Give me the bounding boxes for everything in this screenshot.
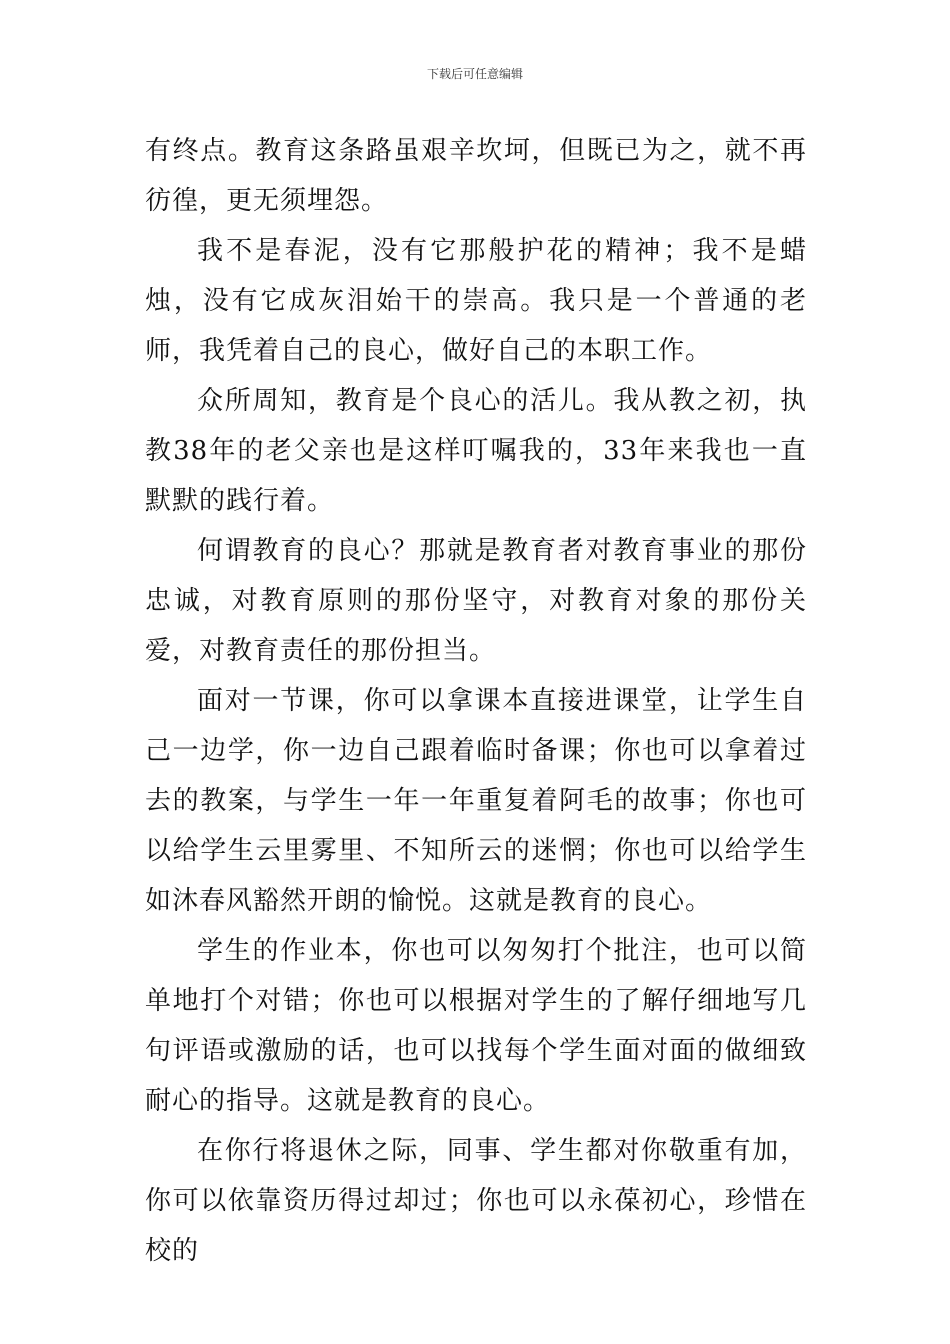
paragraph: 在你行将退休之际，同事、学生都对你敬重有加，你可以依靠资历得过却过；你也可以永葆初心，珍惜在校的: [145, 1136, 807, 1266]
paragraph: 我不是春泥，没有它那般护花的精神；我不是蜡烛，没有它成灰泪始干的崇高。我只是一个普通的老师，我凭着自己的良心，做好自己的本职工作。: [145, 236, 807, 366]
paragraph: 何谓教育的良心？那就是教育者对教育事业的那份忠诚，对教育原则的那份坚守，对教育对象的那份关爱，对教育责任的那份担当。: [145, 536, 807, 666]
paragraph: 众所周知，教育是个良心的活儿。我从教之初，执教38年的老父亲也是这样叮嘱我的，33年来我也一直默默的践行着。: [145, 386, 807, 516]
paragraph-continuation: 有终点。教育这条路虽艰辛坎坷，但既已为之，就不再彷徨，更无须埋怨。: [145, 136, 807, 216]
page-header: 下载后可任意编辑: [426, 67, 523, 81]
document-body: [145, 126, 807, 1276]
paragraph: 学生的作业本，你也可以匆匆打个批注，也可以简单地打个对错；你也可以根据对学生的了解仔细地写几句评语或激励的话，也可以找每个学生面对面的做细致耐心的指导。这就是教育的良心。: [145, 936, 807, 1116]
paragraph: 面对一节课，你可以拿课本直接进课堂，让学生自己一边学，你一边自己跟着临时备课；你也可以拿着过去的教案，与学生一年一年重复着阿毛的故事；你也可以给学生云里雾里、不知所云的迷惘；你也可以给学生如沐春风豁然开朗的愉悦。这就是教育的良心。: [145, 686, 807, 916]
